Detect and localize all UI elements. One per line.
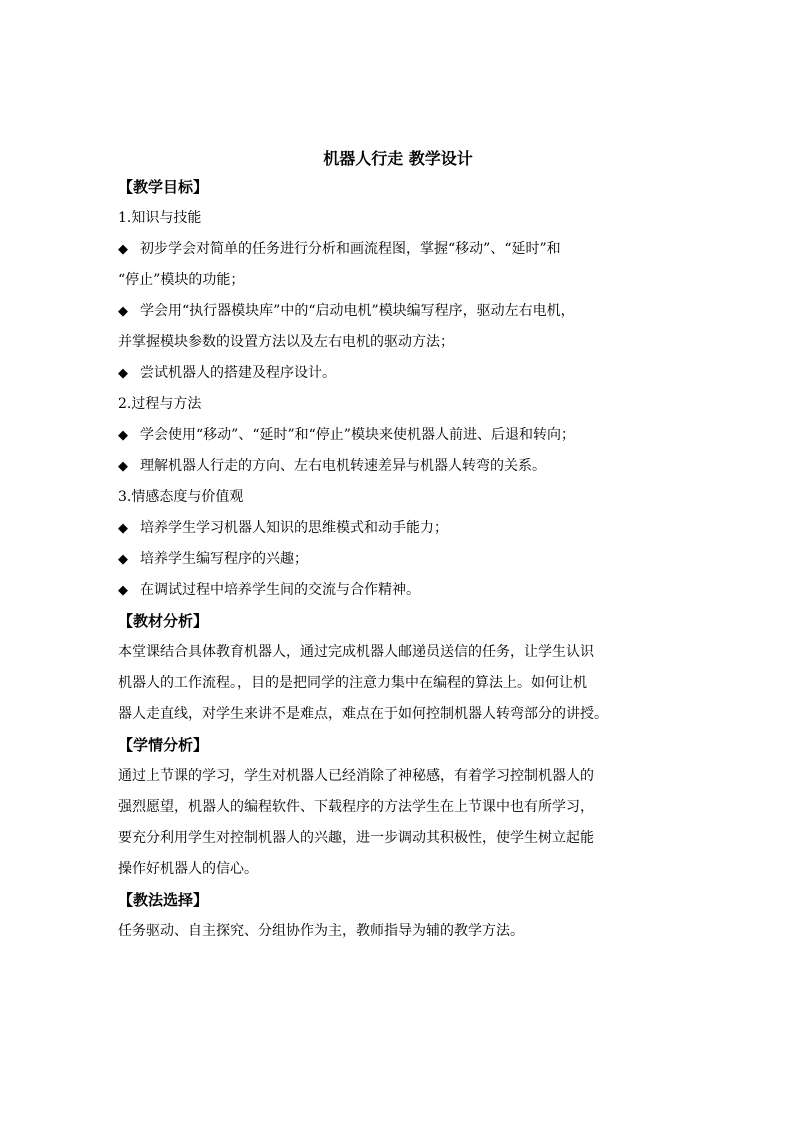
bullet-diamond-icon: ◆: [118, 583, 128, 598]
bullet-item: [118, 358, 678, 389]
bullet-text: 培养学生编写程序的兴趣；: [140, 551, 308, 567]
bullet-diamond-icon: ◆: [118, 242, 128, 257]
bullet-item: [118, 575, 678, 606]
paragraph-line: 操作好机器人的信心。: [118, 861, 258, 877]
bullet-text: 初步学会对简单的任务进行分析和画流程图，掌握“移动”、“延时”和: [140, 241, 561, 257]
subheading-knowledge-skills: 1.知识与技能: [118, 210, 202, 226]
paragraph-line: 要充分利用学生对控制机器人的兴趣，进一步调动其积极性，使学生树立起能: [118, 830, 594, 846]
bullet-text: 理解机器人行走的方向、左右电机转速差异与机器人转弯的关系。: [140, 458, 546, 474]
paragraph-line: 通过上节课的学习，学生对机器人已经消除了神秘感，有着学习控制机器人的: [118, 768, 594, 784]
bullet-diamond-icon: ◆: [118, 366, 128, 381]
paragraph-line: 机器人的工作流程。，目的是把同学的注意力集中在编程的算法上。如何让机: [118, 675, 587, 691]
paragraph-line: 任务驱动、自主探究、分组协作为主，教师指导为辅的教学方法。: [118, 923, 524, 939]
paragraph-line: 强烈愿望，机器人的编程软件、下载程序的方法学生在上节课中也有所学习，: [118, 799, 594, 815]
paragraph-line: 本堂课结合具体教育机器人，通过完成机器人邮递员送信的任务，让学生认识: [118, 644, 594, 660]
section-heading-learners: 【学情分析】: [118, 736, 209, 754]
bullet-continuation: “停止”模块的功能；: [118, 272, 245, 288]
bullet-text: 学会使用“移动”、“延时”和“停止”模块来使机器人前进、后退和转向；: [140, 427, 575, 443]
subheading-emotion-values: 3.情感态度与价值观: [118, 489, 244, 505]
bullet-text: 培养学生学习机器人知识的思维模式和动手能力；: [140, 520, 448, 536]
bullet-text: 尝试机器人的搭建及程序设计。: [140, 365, 336, 381]
subheading-process-methods: 2.过程与方法: [118, 396, 202, 412]
bullet-item: [118, 544, 678, 575]
bullet-diamond-icon: ◆: [118, 521, 128, 536]
bullet-item: [118, 234, 678, 265]
bullet-diamond-icon: ◆: [118, 459, 128, 474]
paragraph-line: 器人走直线，对学生来讲不是难点，难点在于如何控制机器人转弯部分的讲授。: [118, 706, 608, 722]
section-heading-materials: 【教材分析】: [118, 612, 209, 630]
bullet-diamond-icon: ◆: [118, 552, 128, 567]
section-heading-methods: 【教法选择】: [118, 891, 209, 909]
bullet-item: [118, 451, 678, 482]
bullet-continuation: 并掌握模块参数的设置方法以及左右电机的驱动方法；: [118, 334, 454, 350]
bullet-diamond-icon: ◆: [118, 304, 128, 319]
section-heading-objectives: 【教学目标】: [118, 178, 209, 196]
bullet-item: [118, 296, 678, 327]
bullet-diamond-icon: ◆: [118, 428, 128, 443]
document-page: [118, 146, 678, 947]
bullet-text: 在调试过程中培养学生间的交流与合作精神。: [140, 582, 420, 598]
document-title: 机器人行走 教学设计: [323, 149, 473, 168]
bullet-item: [118, 513, 678, 544]
bullet-text: 学会用“执行器模块库”中的“启动电机”模块编写程序，驱动左右电机，: [140, 303, 575, 319]
bullet-item: [118, 420, 678, 451]
